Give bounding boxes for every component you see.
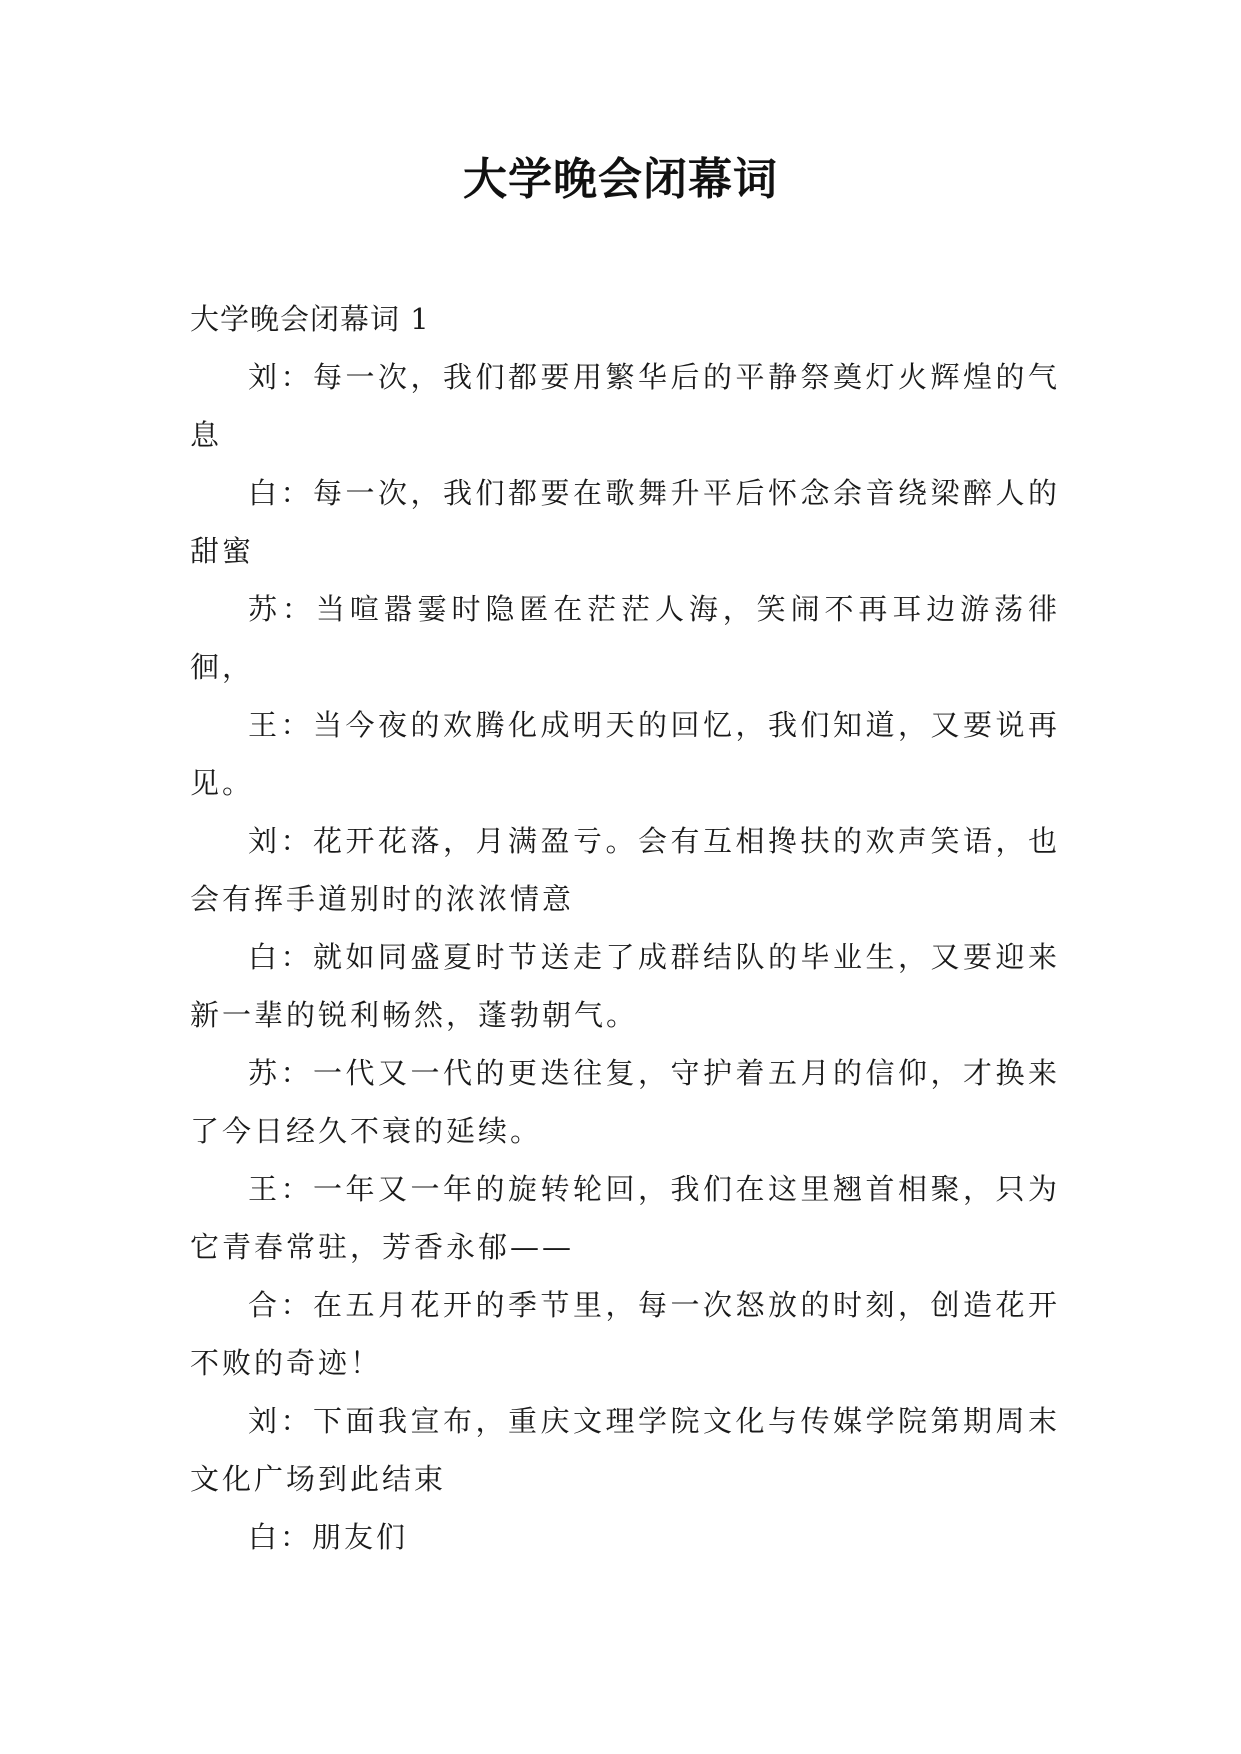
paragraph-11: 白：朋友们 — [248, 1520, 409, 1554]
paragraph-10: 刘：下面我宣布，重庆文理学院文化与传媒学院第期周末文化广场到此结束 — [190, 1404, 1060, 1496]
section-heading: 大学晚会闭幕词 1 — [190, 302, 430, 336]
paragraph-7: 苏：一代又一代的更迭往复，守护着五月的信仰，才换来了今日经久不衰的延续。 — [190, 1056, 1060, 1148]
document-title: 大学晚会闭幕词 — [463, 154, 778, 205]
paragraph-4: 王：当今夜的欢腾化成明天的回忆，我们知道，又要说再见。 — [190, 708, 1060, 800]
paragraph-6: 白：就如同盛夏时节送走了成群结队的毕业生，又要迎来新一辈的锐利畅然，蓬勃朝气。 — [190, 940, 1060, 1032]
paragraph-9: 合：在五月花开的季节里，每一次怒放的时刻，创造花开不败的奇迹！ — [190, 1288, 1060, 1380]
paragraph-1: 刘：每一次，我们都要用繁华后的平静祭奠灯火辉煌的气息 — [190, 360, 1060, 452]
paragraph-5: 刘：花开花落，月满盈亏。会有互相搀扶的欢声笑语，也会有挥手道别时的浓浓情意 — [190, 824, 1060, 916]
document-body — [190, 290, 1060, 1566]
paragraph-8: 王：一年又一年的旋转轮回，我们在这里翘首相聚，只为它青春常驻，芳香永郁—— — [190, 1172, 1060, 1264]
paragraph-3: 苏：当喧嚣霎时隐匿在茫茫人海，笑闹不再耳边游荡徘徊， — [190, 592, 1060, 684]
paragraph-2: 白：每一次，我们都要在歌舞升平后怀念余音绕梁醉人的甜蜜 — [190, 476, 1060, 568]
